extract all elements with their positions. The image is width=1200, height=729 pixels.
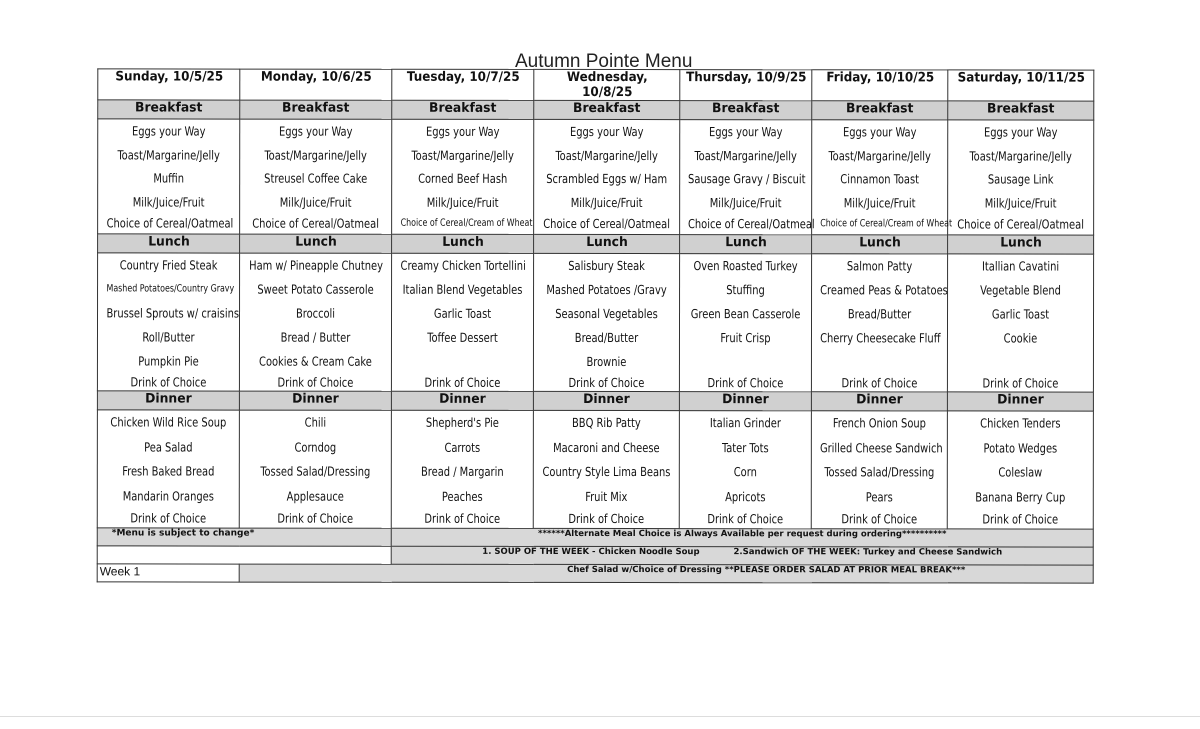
breakfast-label xyxy=(392,100,534,119)
page-divider xyxy=(0,716,1200,717)
lunch-cell xyxy=(97,253,239,391)
menu-item: Garlic Toast xyxy=(433,305,492,321)
lunch-label xyxy=(98,234,240,253)
menu-item: Bread / Butter xyxy=(280,329,351,345)
sandwich-of-week: 2.Sandwich OF THE WEEK: Turkey and Cheese Sandwich xyxy=(733,547,1003,558)
dinner-label-text: Dinner xyxy=(997,392,1044,408)
breakfast-label-text: Breakfast xyxy=(135,100,203,116)
dinner-label xyxy=(811,392,947,411)
menu-item: Toast/Margarine/Jelly xyxy=(264,147,367,163)
breakfast-cell xyxy=(534,119,680,234)
breakfast-label xyxy=(812,101,948,120)
breakfast-label-text: Breakfast xyxy=(987,101,1055,117)
menu-item: Milk/Juice/Fruit xyxy=(132,193,205,210)
menu-item: Country Style Lima Beans xyxy=(542,463,671,480)
lunch-cell xyxy=(533,253,679,391)
menu-item: Drink of Choice xyxy=(130,510,207,526)
menu-item: Fruit Mix xyxy=(585,488,628,504)
day-header: Monday, 10/6/25 xyxy=(246,69,386,100)
lunch-label xyxy=(392,234,534,253)
menu-item: Milk/Juice/Fruit xyxy=(570,194,643,210)
day-header: Wednesday, 10/8/25 xyxy=(540,69,674,100)
lunch-label-text: Lunch xyxy=(585,234,628,251)
lunch-label-text: Lunch xyxy=(858,235,901,251)
menu-item: Tossed Salad/Dressing xyxy=(260,463,371,479)
menu-item: Choice of Cereal/Oatmeal xyxy=(106,215,234,231)
menu-item: Brussel Sprouts w/ craisins xyxy=(106,305,240,321)
lunch-label xyxy=(948,235,1094,254)
menu-item: Garlic Toast xyxy=(991,306,1050,322)
dinner-label-text: Dinner xyxy=(856,392,903,408)
menu-item: Oven Roasted Turkey xyxy=(693,258,798,274)
weekly-specials xyxy=(391,546,1093,565)
menu-item: Peaches xyxy=(441,488,483,504)
menu-item: Potato Wedges xyxy=(983,439,1058,456)
dinner-cell xyxy=(811,411,947,529)
dinner-label-text: Dinner xyxy=(439,391,486,407)
menu-item: Macaroni and Cheese xyxy=(553,439,660,455)
lunch-label-text: Lunch xyxy=(147,234,190,250)
lunch-cell xyxy=(391,253,533,391)
menu-item: Pea Salad xyxy=(144,438,193,455)
blank-cell xyxy=(97,546,391,564)
menu-item: Carrots xyxy=(444,439,481,455)
menu-item: Eggs your Way xyxy=(708,124,783,140)
menu-item: Toast/Margarine/Jelly xyxy=(555,147,658,163)
subject-to-change-note: *Menu is subject to change* xyxy=(97,528,391,546)
lunch-cell xyxy=(679,254,811,392)
menu-item: Cookie xyxy=(1003,330,1038,346)
menu-item: Streusel Coffee Cake xyxy=(264,170,368,186)
menu-title: Autumn Pointe Menu xyxy=(515,51,693,72)
menu-item: Mashed Potatoes/Country Gravy xyxy=(106,283,235,295)
dinner-header-row xyxy=(97,391,1093,411)
salad-note: Chef Salad w/Choice of Dressing **PLEASE ORDER SALAD AT PRIOR MEAL BREAK*** xyxy=(239,564,1093,583)
menu-item: Milk/Juice/Fruit xyxy=(426,194,499,210)
dinner-label xyxy=(391,391,533,410)
menu-item: French Onion Soup xyxy=(832,415,926,431)
menu-item: Coleslaw xyxy=(998,464,1043,480)
menu-item: Drink of Choice xyxy=(707,511,784,527)
dinner-label-text: Dinner xyxy=(145,391,192,407)
menu-item: Country Fried Steak xyxy=(119,257,218,273)
menu-item: Sausage Gravy / Biscuit xyxy=(688,171,806,187)
menu-item: Creamy Chicken Tortellini xyxy=(400,257,526,273)
menu-item: Drink of Choice xyxy=(130,374,207,390)
menu-item: Cherry Cheesecake Fluff xyxy=(820,330,941,346)
menu-item: Ham w/ Pineapple Chutney xyxy=(249,257,384,273)
lunch-cell xyxy=(947,254,1093,392)
menu-item xyxy=(688,350,803,374)
menu-item: Mashed Potatoes /Gravy xyxy=(546,281,667,298)
menu-item: Drink of Choice xyxy=(568,510,645,527)
menu-body xyxy=(97,100,1094,529)
breakfast-cell xyxy=(812,120,953,235)
menu-item: Milk/Juice/Fruit xyxy=(279,194,352,210)
menu-item: Corned Beef Hash xyxy=(418,170,508,186)
lunch-label xyxy=(240,234,392,253)
menu-item: Mandarin Oranges xyxy=(122,487,214,504)
breakfast-cell xyxy=(240,119,392,234)
menu-item: Corn xyxy=(733,464,757,480)
menu-item: Drink of Choice xyxy=(841,375,918,391)
breakfast-items-row xyxy=(98,119,1094,235)
breakfast-label xyxy=(948,101,1094,120)
breakfast-label xyxy=(240,100,392,119)
breakfast-label-text: Breakfast xyxy=(712,101,780,117)
menu-item: Choice of Cereal/Oatmeal xyxy=(687,216,815,232)
menu-item: Italian Grinder xyxy=(709,415,781,431)
menu-item: Eggs your Way xyxy=(569,123,644,140)
menu-item: Applesauce xyxy=(286,488,344,504)
dinner-cell xyxy=(239,410,391,528)
menu-item: Bread/Butter xyxy=(847,306,912,322)
dinner-label xyxy=(97,391,239,410)
menu-item: Drink of Choice xyxy=(982,375,1059,391)
day-header: Thursday, 10/9/25 xyxy=(685,70,806,101)
menu-item: Choice of Cereal/Cream of Wheat xyxy=(400,217,533,229)
menu-item: Toast/Margarine/Jelly xyxy=(411,147,514,163)
breakfast-label-text: Breakfast xyxy=(429,100,497,116)
alternate-meal-note: ******Alternate Meal Choice is Always Available per request during ordering********** xyxy=(391,528,1093,547)
menu-item: Vegetable Blend xyxy=(980,282,1061,298)
menu-item: Tater Tots xyxy=(721,439,769,455)
menu-item: Sausage Link xyxy=(987,171,1054,187)
menu-item: Toast/Margarine/Jelly xyxy=(828,147,931,163)
menu-item: Choice of Cereal/Oatmeal xyxy=(957,216,1084,232)
lunch-label-text: Lunch xyxy=(724,235,767,251)
menu-item: Broccoli xyxy=(295,305,336,321)
menu-item: Drink of Choice xyxy=(424,374,501,390)
menu-item: Apricots xyxy=(725,488,766,504)
menu-item: Eggs your Way xyxy=(842,124,917,140)
dinner-cell xyxy=(679,411,811,529)
menu-item: Drink of Choice xyxy=(277,374,354,390)
menu-item: Fruit Crisp xyxy=(720,330,771,346)
day-header: Saturday, 10/11/25 xyxy=(954,70,1088,101)
menu-item: Drink of Choice xyxy=(277,510,354,526)
dinner-label-text: Dinner xyxy=(583,391,630,408)
breakfast-label xyxy=(98,100,240,119)
menu-item: Tossed Salad/Dressing xyxy=(824,464,935,480)
menu-item: Italian Blend Vegetables xyxy=(402,281,523,297)
week-label: Week 1 xyxy=(97,564,239,582)
breakfast-label-text: Breakfast xyxy=(846,101,914,117)
menu-item: Eggs your Way xyxy=(278,123,353,139)
menu-item: Choice of Cereal/Oatmeal xyxy=(543,215,670,232)
dinner-label xyxy=(533,391,679,410)
menu-item: Bread/Butter xyxy=(574,329,639,346)
menu-item: Chicken Wild Rice Soup xyxy=(110,414,227,430)
day-header: Friday, 10/10/25 xyxy=(817,70,942,101)
menu-item: Drink of Choice xyxy=(841,511,918,527)
lunch-label-text: Lunch xyxy=(999,235,1042,251)
menu-item: Shepherd's Pie xyxy=(425,414,499,430)
menu-item: Roll/Butter xyxy=(142,329,195,345)
lunch-items-row xyxy=(97,253,1093,392)
day-header: Tuesday, 10/7/25 xyxy=(397,69,528,100)
menu-item xyxy=(820,350,939,374)
breakfast-label xyxy=(534,100,680,119)
menu-item: Toast/Margarine/Jelly xyxy=(969,147,1072,164)
day-header: Sunday, 10/5/25 xyxy=(103,69,234,100)
lunch-label-text: Lunch xyxy=(294,234,337,250)
dinner-label xyxy=(239,391,391,410)
lunch-label xyxy=(812,235,948,254)
menu-item: BBQ Rib Patty xyxy=(572,414,641,431)
menu-item: Milk/Juice/Fruit xyxy=(984,194,1057,211)
menu-item: Stuffing xyxy=(726,282,765,298)
menu-item: Choice of Cereal/Oatmeal xyxy=(252,215,379,231)
dinner-cell xyxy=(947,411,1093,529)
breakfast-header-row xyxy=(98,100,1094,120)
menu-item: Drink of Choice xyxy=(982,511,1059,527)
lunch-header-row xyxy=(98,234,1094,254)
breakfast-label-text: Breakfast xyxy=(282,100,350,116)
dinner-label xyxy=(947,392,1093,411)
breakfast-cell xyxy=(948,120,1094,235)
lunch-label xyxy=(680,235,812,254)
menu-item: Eggs your Way xyxy=(983,124,1058,140)
menu-item: Itallian Cavatini xyxy=(981,258,1060,274)
soup-of-week: 1. SOUP OF THE WEEK - Chicken Noodle Soup xyxy=(482,546,700,558)
menu-item: Salmon Patty xyxy=(846,258,913,274)
day-header-row xyxy=(98,69,1094,101)
menu-item: Drink of Choice xyxy=(424,510,501,526)
menu-item: Drink of Choice xyxy=(707,375,784,391)
menu-item: Toast/Margarine/Jelly xyxy=(694,147,797,163)
breakfast-label xyxy=(680,101,812,120)
menu-item: Green Bean Casserole xyxy=(690,306,801,322)
menu-item: Cinnamon Toast xyxy=(840,171,920,187)
menu-item: Choice of Cereal/Cream of Wheat xyxy=(820,218,953,230)
menu-footer xyxy=(97,528,1093,583)
menu-item: Cookies & Cream Cake xyxy=(259,353,372,369)
menu-item: Toast/Margarine/Jelly xyxy=(117,146,220,163)
menu-item: Fresh Baked Bread xyxy=(122,463,215,479)
dinner-cell xyxy=(391,410,533,528)
menu-item: Milk/Juice/Fruit xyxy=(843,194,916,210)
lunch-cell xyxy=(239,253,391,391)
menu-item: Corndog xyxy=(294,439,337,455)
breakfast-cell xyxy=(98,119,240,234)
dinner-cell xyxy=(533,410,679,528)
lunch-label-text: Lunch xyxy=(441,234,484,250)
menu-item: Brownie xyxy=(586,353,627,370)
menu-item: Salisbury Steak xyxy=(568,257,645,274)
menu-item: Pears xyxy=(865,488,893,504)
menu-item: Scrambled Eggs w/ Ham xyxy=(546,170,668,187)
menu-item: Muffin xyxy=(153,170,185,186)
dinner-items-row xyxy=(97,410,1093,529)
dinner-label-text: Dinner xyxy=(722,392,769,408)
menu-item: Eggs your Way xyxy=(425,123,500,139)
breakfast-cell xyxy=(392,119,534,234)
menu-item xyxy=(400,350,524,374)
menu-table xyxy=(97,68,1095,583)
lunch-cell xyxy=(811,254,947,392)
menu-item: Pumpkin Pie xyxy=(138,353,199,369)
lunch-label xyxy=(534,234,680,253)
menu-item: Seasonal Vegetables xyxy=(555,305,658,322)
menu-item: Drink of Choice xyxy=(568,374,645,391)
menu-item: Chicken Tenders xyxy=(980,415,1061,431)
dinner-label xyxy=(679,392,811,411)
breakfast-label-text: Breakfast xyxy=(573,100,641,117)
menu-item: Sweet Potato Casserole xyxy=(257,281,374,297)
menu-item: Creamed Peas & Potatoes xyxy=(820,282,948,298)
menu-item: Milk/Juice/Fruit xyxy=(709,194,782,210)
dinner-label-text: Dinner xyxy=(292,391,339,407)
menu-item: Eggs your Way xyxy=(131,123,206,139)
menu-item: Banana Berry Cup xyxy=(975,488,1066,505)
menu-item: Toffee Dessert xyxy=(427,329,498,345)
breakfast-cell xyxy=(680,120,815,235)
menu-item xyxy=(957,350,1085,374)
dinner-cell xyxy=(97,410,239,528)
menu-item: Grilled Cheese Sandwich xyxy=(819,439,943,455)
menu-item: Chili xyxy=(304,414,327,430)
menu-item: Bread / Margarin xyxy=(421,463,504,479)
